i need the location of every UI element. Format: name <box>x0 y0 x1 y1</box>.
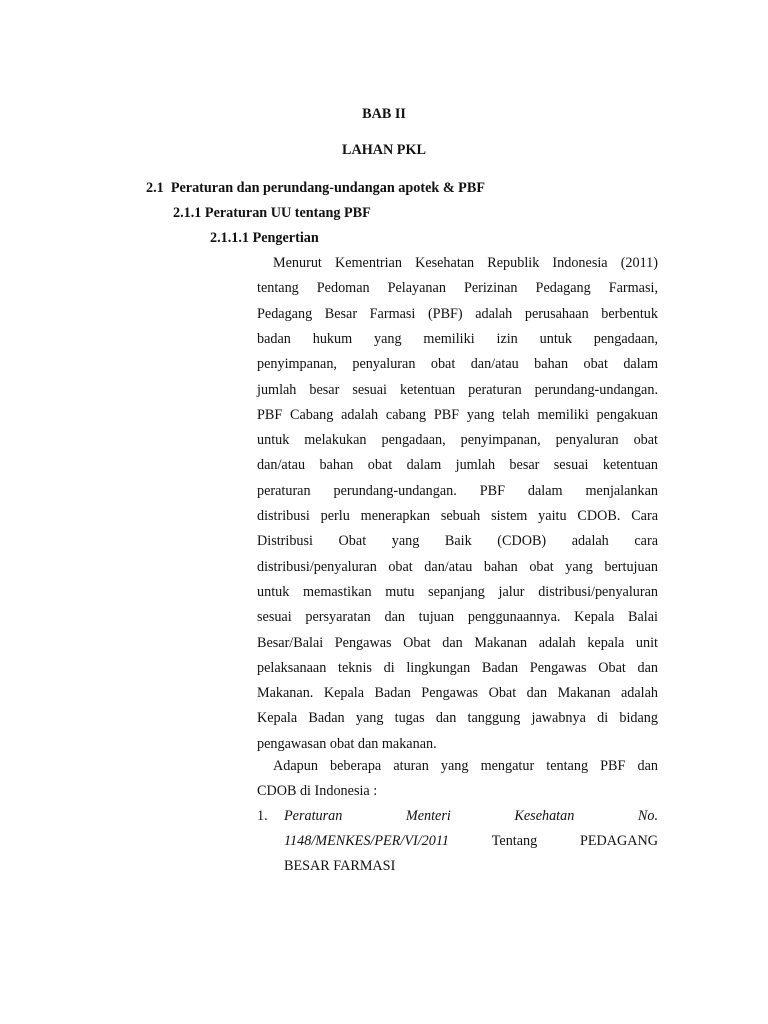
paragraph-line: CDOB di Indonesia : <box>257 783 378 799</box>
list-word: PEDAGANG <box>579 833 658 849</box>
list-word: No. <box>637 808 658 824</box>
paragraph-line: Kepala Badan yang tugas dan tanggung jawabnya di bidang <box>257 710 658 726</box>
paragraph-line: pelaksanaan teknis di lingkungan Badan Pengawas Obat dan <box>257 660 658 676</box>
regulation-number: 1148/MENKES/PER/VI/2011 <box>284 833 449 849</box>
paragraph-line: dan/atau bahan obat dalam jumlah besar sesuai ketentuan <box>257 457 658 473</box>
paragraph-line: peraturan perundang-undangan. PBF dalam menjalankan <box>257 483 658 499</box>
paragraph-line: sesuai persyaratan dan tujuan penggunaannya. Kepala Balai <box>257 609 658 625</box>
chapter-heading: BAB II <box>362 106 406 122</box>
list-word: Menteri <box>405 808 451 824</box>
paragraph-line: Besar/Balai Pengawas Obat dan Makanan adalah kepala unit <box>257 635 658 651</box>
subsection-number: 2.1.1 <box>173 205 202 221</box>
list-word: Kesehatan <box>514 808 575 824</box>
subsection-title: Peraturan UU tentang PBF <box>204 205 371 221</box>
paragraph-line: Makanan. Kepala Badan Pengawas Obat dan Makanan adalah <box>257 685 658 701</box>
paragraph-line: untuk memastikan mutu sepanjang jalur distribusi/penyaluran <box>257 584 658 600</box>
chapter-title: LAHAN PKL <box>342 142 426 158</box>
list-word: Tentang <box>491 833 538 849</box>
paragraph-line: untuk melakukan pengadaan, penyimpanan, penyaluran obat <box>257 432 658 448</box>
paragraph-line: pengawasan obat dan makanan. <box>257 736 437 752</box>
paragraph-line: jumlah besar sesuai ketentuan peraturan perundang-undangan. <box>257 382 658 398</box>
subsection-heading <box>173 205 371 222</box>
list-item-line-3: BESAR FARMASI <box>284 858 396 874</box>
list-item-line-2 <box>284 833 658 849</box>
list-word: Peraturan <box>284 808 343 824</box>
paragraph-line: distribusi perlu menerapkan sebuah sistem yaitu CDOB. Cara <box>257 508 658 524</box>
section-title: Peraturan dan perundang-undangan apotek & PBF <box>170 180 485 196</box>
section-number: 2.1 <box>146 180 164 196</box>
paragraph-line: Menurut Kementrian Kesehatan Republik Indonesia (2011) <box>273 255 658 271</box>
paragraph-line: PBF Cabang adalah cabang PBF yang telah memiliki pengakuan <box>257 407 658 423</box>
paragraph-line: tentang Pedoman Pelayanan Perizinan Pedagang Farmasi, <box>257 280 658 296</box>
paragraph-line: Pedagang Besar Farmasi (PBF) adalah perusahaan berbentuk <box>257 306 658 322</box>
paragraph-line: badan hukum yang memiliki izin untuk pengadaan, <box>257 331 658 347</box>
paragraph-line: Distribusi Obat yang Baik (CDOB) adalah cara <box>257 533 658 549</box>
paragraph-line: Adapun beberapa aturan yang mengatur tentang PBF dan <box>273 758 658 774</box>
paragraph-line: penyimpanan, penyaluran obat dan/atau bahan obat dalam <box>257 356 658 372</box>
list-item-number: 1. <box>257 808 268 824</box>
list-item-line-1 <box>284 808 658 824</box>
paragraph-line: distribusi/penyaluran obat dan/atau bahan obat yang bertujuan <box>257 559 658 575</box>
section-heading <box>146 180 485 197</box>
subsubsection-heading: 2.1.1.1 Pengertian <box>210 230 319 246</box>
